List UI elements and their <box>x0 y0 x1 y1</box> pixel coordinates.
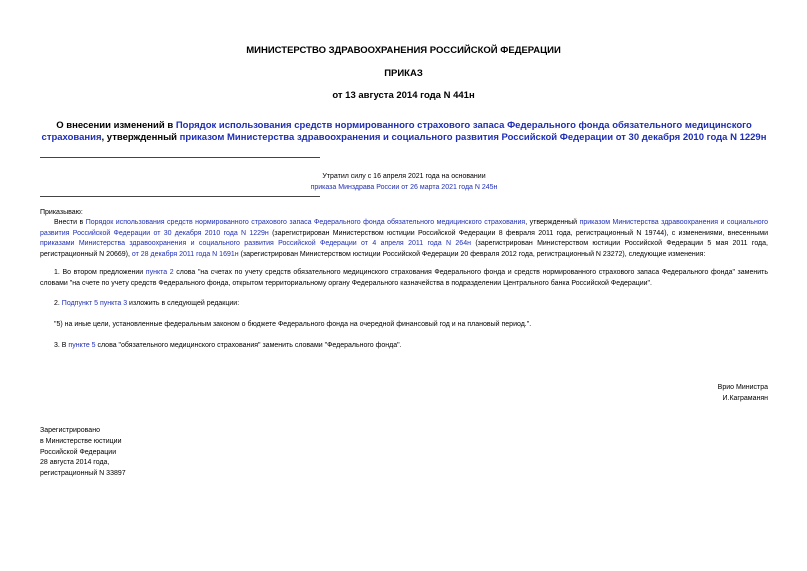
doc-type-heading: ПРИКАЗ <box>384 68 423 79</box>
signature-name: И.Каграманян <box>722 395 768 402</box>
divider-bottom <box>40 196 320 197</box>
p1-text-4: (зарегистрирован Министерством юстиции Российской Федерации 5 мая 2011 года, регистрационный N 20669), <box>40 240 768 258</box>
paragraph-quote: "5) на иные цели, установленные федеральным законом о бюджете Федерального фонда на очередной финансовый год и на плановый период.". <box>54 321 532 328</box>
registration-line: Зарегистрировано <box>40 427 100 434</box>
p1-link-order-1691n[interactable]: от 28 декабря 2011 года N 1691н <box>131 250 239 258</box>
ministry-heading: МИНИСТЕРСТВО ЗДРАВООХРАНЕНИЯ РОССИЙСКОЙ ФЕДЕРАЦИИ <box>246 45 561 56</box>
order-intro: Приказываю: <box>40 209 83 216</box>
paragraph-item-3 <box>40 341 768 352</box>
title-link-procedure[interactable]: Порядок использования средств нормированного страхового запаса Федерального фонда обязательного медицинского страхования <box>41 120 752 143</box>
p1-text-5: (зарегистрирован Министерством юстиции Российской Федерации 20 февраля 2012 года, регистрационный N 23272), следующие изменения: <box>238 250 706 258</box>
status-note-link[interactable]: приказа Минздрава России от 26 марта 2021 года N 245н <box>310 184 498 191</box>
doc-date-number: от 13 августа 2014 года N 441н <box>332 90 475 101</box>
p1-text-3: (зарегистрирован Министерством юстиции Российской Федерации 8 февраля 2011 года, регистрационный N 19744), с изменениями, внесенными <box>268 229 769 237</box>
signature-position: Врио Министра <box>717 384 768 391</box>
paragraph-item-1 <box>40 268 768 289</box>
p3-text-2: изложить в следующей редакции: <box>127 300 240 307</box>
title-text-1: О внесении изменений в <box>56 120 176 131</box>
registration-line: регистрационный N 33897 <box>40 470 126 478</box>
p3-text-1: 2. <box>54 300 62 307</box>
p5-link-point-5[interactable]: пункте 5 <box>68 342 96 349</box>
registration-line: Российской Федерации <box>40 448 117 456</box>
registration-line: в Министерстве юстиции <box>40 437 122 445</box>
p2-link-point-2[interactable]: пункта 2 <box>145 269 174 276</box>
title-text-2: , утвержденный <box>101 132 180 143</box>
p5-text-1: 3. В <box>54 342 69 349</box>
status-note-text: Утратил силу с 16 апреля 2021 года на основании <box>322 173 486 180</box>
p1-text-1: Внести в <box>54 219 86 226</box>
p2-text-2: слова "на счетах по учету средств обязательного медицинского страхования Федерального фонда и средств нормированного страхового запаса Федерального фонда" заменить словами "на счете по учету средств Федерального фонда, открытом территориальному органу Федерального казначейства в подразделении Центрального банка Российской Федерации". <box>40 269 768 287</box>
p3-link-subpoint-5[interactable]: Подпункт 5 пункта 3 <box>61 300 128 307</box>
p5-text-2: слова "обязательного медицинского страхования" заменить словами "Федерального фонда". <box>95 342 402 349</box>
divider-top <box>40 157 320 158</box>
paragraph-main <box>40 218 768 260</box>
status-note <box>240 171 568 193</box>
p1-text-2: , утвержденный <box>525 219 580 226</box>
registration-line: 28 августа 2014 года, <box>40 459 110 467</box>
p1-link-procedure[interactable]: Порядок использования средств нормированного страхового запаса Федерального фонда обязательного медицинского страхования <box>85 219 526 226</box>
document-title <box>40 120 768 144</box>
p1-link-orders-264n[interactable]: приказами Министерства здравоохранения и социального развития Российской Федерации от 4 апреля 2011 года N 264н <box>40 240 471 247</box>
p1-link-order-1229n[interactable]: приказом Министерства здравоохранения и социального развития Российской Федерации от 30 декабря 2010 года N 1229н <box>40 219 768 237</box>
paragraph-item-2 <box>40 299 768 310</box>
registration-block <box>40 426 126 480</box>
title-link-order-1229n[interactable]: приказом Министерства здравоохранения и социального развития Российской Федерации от 30 декабря 2010 года N 1229н <box>179 132 767 143</box>
p2-text-1: 1. Во втором предложении <box>54 269 146 276</box>
